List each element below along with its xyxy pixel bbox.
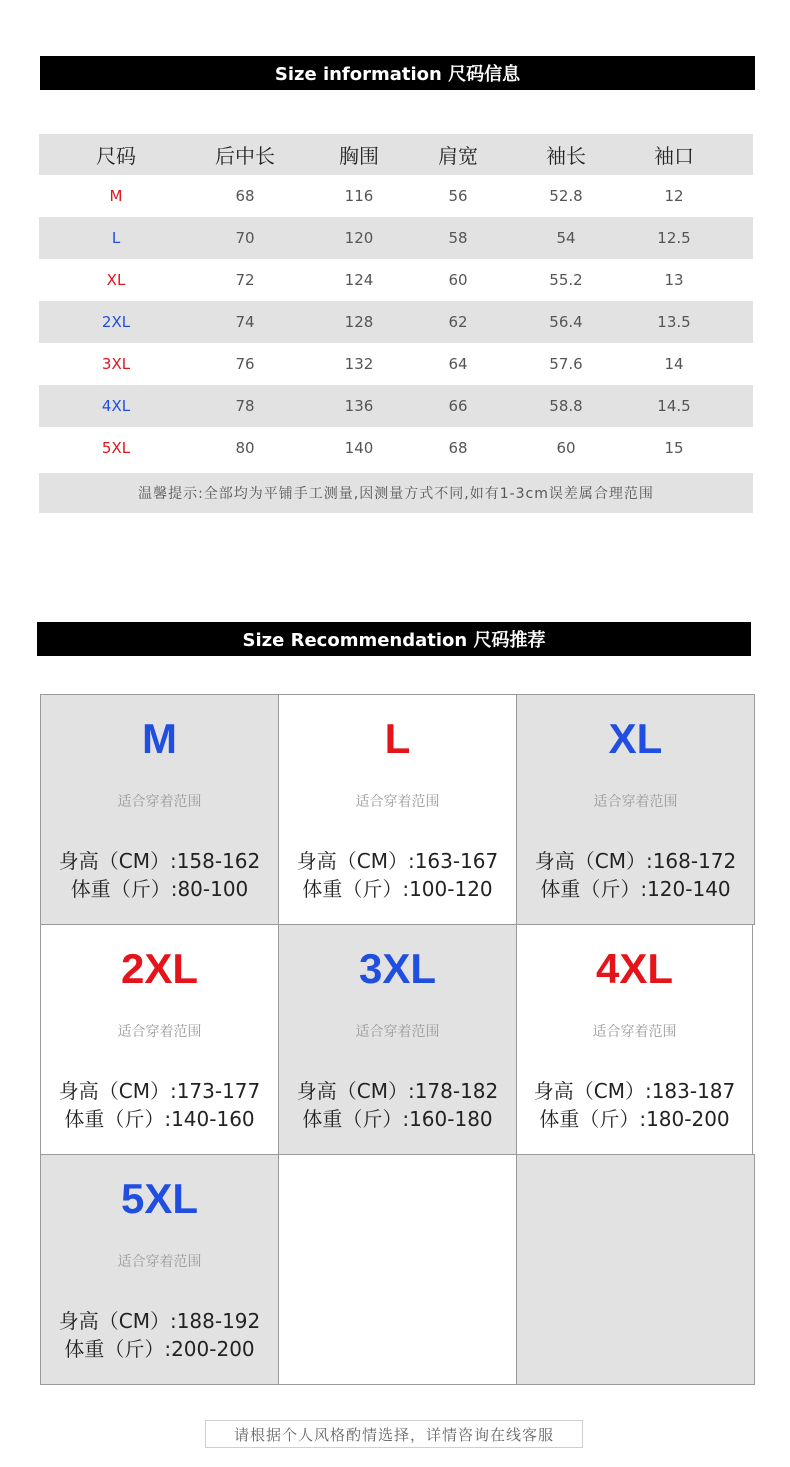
tile-weight-range: 体重（斤）:140-160 [64,1107,255,1131]
header-cell: 袖口 [654,144,694,168]
tile-size-label: M [142,715,177,762]
size-cell: 3XL [101,355,131,373]
header-cell: 袖长 [546,144,586,168]
size-info-banner: Size information 尺码信息 [40,56,755,90]
table-cell: 12 [664,187,684,205]
tile-range-label: 适合穿着范围 [355,1024,440,1040]
size-tile [40,924,279,1155]
tile-range-label: 适合穿着范围 [592,1024,677,1040]
table-cell: 70 [235,229,255,247]
tile-height-range: 身高（CM）:183-187 [533,1079,736,1103]
table-cell: 54 [556,229,576,247]
table-cell: 78 [235,397,255,415]
table-cell: 14 [664,355,684,373]
tile-range-label: 适合穿着范围 [117,794,202,810]
header-cell: 肩宽 [438,144,478,168]
table-cell: 76 [235,355,255,373]
size-cell: L [111,229,121,247]
tile-size-label: 3XL [358,945,437,992]
table-cell: 132 [344,355,374,373]
table-cell: 56.4 [549,313,583,331]
size-cell: XL [106,271,126,289]
tile-height-range: 身高（CM）:188-192 [58,1309,261,1333]
table-row [39,343,753,385]
tile-range-label: 适合穿着范围 [117,1024,202,1040]
table-cell: 14.5 [657,397,691,415]
empty-tile [278,1154,517,1385]
size-tile [278,694,517,925]
table-cell: 56 [448,187,468,205]
tile-weight-range: 体重（斤）:160-180 [302,1107,493,1131]
table-cell: 64 [448,355,468,373]
footer-note: 请根据个人风格酌情选择，详情咨询在线客服 [205,1420,583,1448]
size-cell: 5XL [101,439,131,457]
size-tile [278,924,517,1155]
empty-tile [516,1154,755,1385]
size-tile [516,924,753,1155]
table-header-row [39,134,753,175]
tile-height-range: 身高（CM）:178-182 [296,1079,499,1103]
table-cell: 13 [664,271,684,289]
table-cell: 136 [344,397,374,415]
size-tile [516,694,755,925]
table-cell: 58.8 [549,397,583,415]
table-cell: 66 [448,397,468,415]
table-cell: 68 [448,439,468,457]
table-cell: 124 [344,271,374,289]
tile-size-label: 2XL [120,945,199,992]
tile-weight-range: 体重（斤）:180-200 [539,1107,730,1131]
table-cell: 60 [448,271,468,289]
table-cell: 62 [448,313,468,331]
table-cell: 12.5 [657,229,691,247]
table-row [39,217,753,259]
tile-size-label: L [384,715,411,762]
tile-weight-range: 体重（斤）:100-120 [302,877,493,901]
size-tile [40,694,279,925]
table-cell: 120 [344,229,374,247]
table-cell: 55.2 [549,271,583,289]
size-cell: 2XL [101,313,131,331]
table-cell: 13.5 [657,313,691,331]
table-cell: 15 [664,439,684,457]
size-cell: 4XL [101,397,131,415]
size-recommendation-banner: Size Recommendation 尺码推荐 [37,622,751,656]
measurement-note: 温馨提示:全部均为平铺手工测量,因测量方式不同,如有1-3cm误差属合理范围 [39,473,753,513]
tile-weight-range: 体重（斤）:120-140 [540,877,731,901]
tile-size-label: 5XL [120,1175,199,1222]
table-cell: 80 [235,439,255,457]
table-cell: 74 [235,313,255,331]
tile-size-label: 4XL [595,945,674,992]
table-cell: 52.8 [549,187,583,205]
header-cell: 尺码 [96,144,136,168]
tile-weight-range: 体重（斤）:80-100 [70,877,249,901]
table-cell: 140 [344,439,374,457]
table-row [39,385,753,427]
table-cell: 58 [448,229,468,247]
table-cell: 60 [556,439,576,457]
size-table [39,134,753,469]
tile-range-label: 适合穿着范围 [355,794,440,810]
size-cell: M [109,187,123,205]
tile-weight-range: 体重（斤）:200-200 [64,1337,255,1361]
tile-range-label: 适合穿着范围 [593,794,678,810]
table-row [39,259,753,301]
table-cell: 68 [235,187,255,205]
header-cell: 胸围 [339,144,379,168]
tile-height-range: 身高（CM）:163-167 [296,849,499,873]
tile-height-range: 身高（CM）:158-162 [58,849,261,873]
tile-range-label: 适合穿着范围 [117,1254,202,1270]
table-cell: 57.6 [549,355,583,373]
table-cell: 128 [344,313,374,331]
tile-height-range: 身高（CM）:168-172 [534,849,737,873]
table-row [39,301,753,343]
size-tile [40,1154,279,1385]
tile-size-label: XL [608,715,663,762]
table-row [39,427,753,469]
table-cell: 116 [344,187,374,205]
tile-height-range: 身高（CM）:173-177 [58,1079,261,1103]
header-cell: 后中长 [215,144,275,168]
table-row [39,175,753,217]
table-cell: 72 [235,271,255,289]
